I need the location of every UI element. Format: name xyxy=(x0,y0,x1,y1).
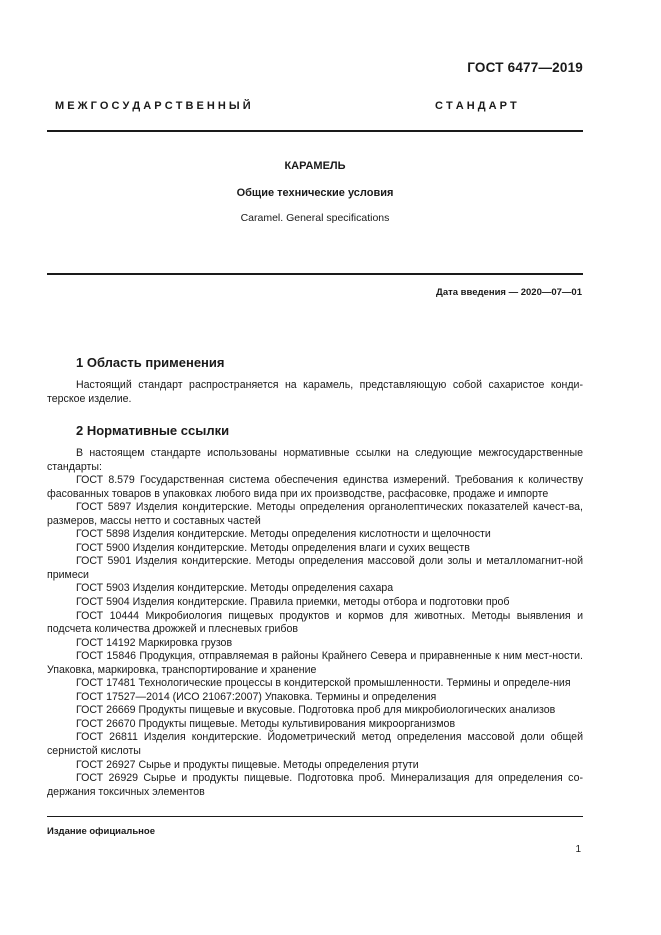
header-rule xyxy=(47,130,583,132)
standard-type-heading xyxy=(55,100,580,112)
reference-item: ГОСТ 8.579 Государственная система обеспечения единства измерений. Требования к количеству фасованных товаров в упаковках любого вида при их производстве, расфасовке, продаже и импорте xyxy=(47,474,583,500)
reference-item: ГОСТ 26811 Изделия кондитерские. Йодометрический метод определения массовой доли общей сернистой кислоты xyxy=(47,731,583,758)
reference-item: ГОСТ 26929 Сырье и продукты пищевые. Подготовка проб. Минерализация для определения со-держания токсичных элементов xyxy=(47,772,583,798)
section-1-heading: 1 Область применения xyxy=(76,355,225,370)
edition-label: Издание официальное xyxy=(47,826,155,837)
reference-item: ГОСТ 17481 Технологические процессы в кондитерской промышленности. Термины и определе-ния xyxy=(76,677,571,690)
reference-item: ГОСТ 5898 Изделия кондитерские. Методы определения кислотности и щелочности xyxy=(76,528,491,541)
reference-item: ГОСТ 26670 Продукты пищевые. Методы культивирования микроорганизмов xyxy=(76,717,456,730)
page-number: 1 xyxy=(575,844,581,855)
introduction-date: Дата введения — 2020—07—01 xyxy=(436,287,582,298)
section-2-intro: В настоящем стандарте использованы нормативные ссылки на следующие межгосударственные стандарты: xyxy=(47,447,583,473)
section-2-heading: 2 Нормативные ссылки xyxy=(76,423,230,438)
document-title: КАРАМЕЛЬ xyxy=(284,160,346,172)
reference-item: ГОСТ 10444 Микробиология пищевых продуктов и кормов для животных. Методы выявления и подсчета количества дрожжей и плесневых грибов xyxy=(47,609,583,636)
title-block-rule xyxy=(47,273,583,275)
reference-item: ГОСТ 5903 Изделия кондитерские. Методы определения сахара xyxy=(76,582,394,595)
reference-item: ГОСТ 5897 Изделия кондитерские. Методы определения органолептических показателей качест-ва, размеров, массы нетто и составных частей xyxy=(47,501,583,527)
reference-item: ГОСТ 17527—2014 (ИСО 21067:2007) Упаковка. Термины и определения xyxy=(76,690,437,703)
document-code: ГОСТ 6477—2019 xyxy=(467,60,583,75)
english-title: Caramel. General specifications xyxy=(240,212,390,224)
reference-item: ГОСТ 26927 Сырье и продукты пищевые. Методы определения ртути xyxy=(76,758,419,771)
reference-item: ГОСТ 26669 Продукты пищевые и вкусовые. Подготовка проб для микробиологических анализов xyxy=(76,704,556,717)
reference-item: ГОСТ 5901 Изделия кондитерские. Методы определения массовой доли золы и металломагнит-ной примеси xyxy=(47,555,583,581)
reference-item: ГОСТ 14192 Маркировка грузов xyxy=(76,636,233,649)
section-2-body xyxy=(47,447,583,799)
references-list xyxy=(47,474,583,799)
reference-item: ГОСТ 5904 Изделия кондитерские. Правила приемки, методы отбора и подготовки проб xyxy=(76,596,510,609)
document-subtitle: Общие технические условия xyxy=(236,187,394,199)
section-1-text xyxy=(47,379,583,406)
footer-rule xyxy=(47,816,583,817)
reference-item: ГОСТ 15846 Продукция, отправляемая в районы Крайнего Севера и приравненные к ним мест-ности. Упаковка, маркировка, транспортирование и хранение xyxy=(47,650,583,676)
standard-type-word-2: С Т А Н Д А Р Т xyxy=(435,100,517,112)
standard-type-word-1: М Е Ж Г О С У Д А Р С Т В Е Н Н Ы Й xyxy=(55,100,251,112)
reference-item: ГОСТ 5900 Изделия кондитерские. Методы определения влаги и сухих веществ xyxy=(76,541,470,554)
section-1-paragraph: Настоящий стандарт распространяется на карамель, представляющую собой сахаристое конди-терское изделие. xyxy=(47,379,583,405)
